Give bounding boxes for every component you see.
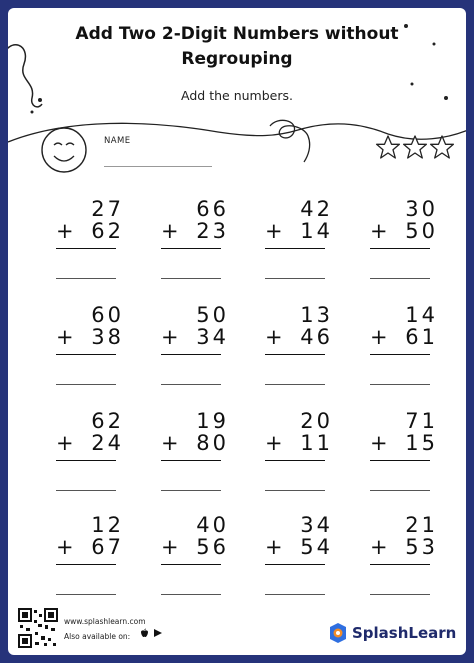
sum-line (265, 354, 325, 355)
dot-decoration (411, 83, 414, 86)
addition-problem (155, 410, 245, 490)
answer-line[interactable] (56, 278, 116, 279)
plus-sign: + (56, 535, 74, 559)
splashlearn-logo-icon (326, 621, 350, 645)
answer-line[interactable] (265, 384, 325, 385)
top-addend: 62 (91, 409, 124, 433)
dot-decoration (38, 98, 42, 102)
addition-problem (50, 514, 140, 594)
answer-line[interactable] (265, 278, 325, 279)
sum-line (370, 248, 430, 249)
answer-line[interactable] (370, 490, 430, 491)
top-addend: 71 (405, 409, 438, 433)
dot-decoration (404, 24, 408, 28)
smiley-face-icon (42, 128, 86, 172)
brand-name: SplashLearn (352, 624, 457, 642)
bottom-addend: 50 (405, 219, 438, 243)
answer-line[interactable] (161, 594, 221, 595)
top-addend: 30 (405, 197, 438, 221)
bottom-addend: 38 (91, 325, 124, 349)
sum-line (370, 354, 430, 355)
plus-sign: + (265, 535, 283, 559)
answer-line[interactable] (161, 384, 221, 385)
google-play-icon (154, 629, 162, 637)
answer-line[interactable] (56, 384, 116, 385)
addition-problem (259, 304, 349, 384)
sum-line (161, 564, 221, 565)
top-addend: 12 (91, 513, 124, 537)
addition-problem (155, 304, 245, 384)
sum-line (56, 354, 116, 355)
plus-sign: + (370, 535, 388, 559)
answer-line[interactable] (56, 490, 116, 491)
sum-line (265, 248, 325, 249)
bottom-addend: 56 (196, 535, 229, 559)
sum-line (56, 460, 116, 461)
bottom-addend: 15 (405, 431, 438, 455)
addition-problem (50, 198, 140, 278)
dot-decoration (31, 111, 34, 114)
plus-sign: + (161, 325, 179, 349)
addition-problem (364, 514, 454, 594)
addition-problem (364, 410, 454, 490)
top-addend: 21 (405, 513, 438, 537)
bottom-addend: 62 (91, 219, 124, 243)
addition-problem (259, 198, 349, 278)
worksheet-page (8, 8, 466, 655)
answer-line[interactable] (265, 490, 325, 491)
name-input-line[interactable] (104, 166, 212, 167)
sum-line (370, 460, 430, 461)
bottom-addend: 14 (300, 219, 333, 243)
top-addend: 20 (300, 409, 333, 433)
addition-problem (259, 410, 349, 490)
bottom-addend: 34 (196, 325, 229, 349)
bottom-addend: 67 (91, 535, 124, 559)
sum-line (56, 248, 116, 249)
plus-sign: + (265, 325, 283, 349)
top-addend: 27 (91, 197, 124, 221)
plus-sign: + (265, 431, 283, 455)
plus-sign: + (161, 219, 179, 243)
sum-line (161, 460, 221, 461)
answer-line[interactable] (370, 594, 430, 595)
answer-line[interactable] (370, 384, 430, 385)
top-addend: 50 (196, 303, 229, 327)
dot-decoration (433, 43, 436, 46)
sum-line (370, 564, 430, 565)
sum-line (265, 460, 325, 461)
plus-sign: + (56, 325, 74, 349)
answer-line[interactable] (265, 594, 325, 595)
name-label: NAME (104, 136, 131, 146)
sum-line (161, 354, 221, 355)
available-on-label: Also available on: (64, 632, 131, 641)
addition-problem (364, 304, 454, 384)
bottom-addend: 46 (300, 325, 333, 349)
sum-line (56, 564, 116, 565)
top-addend: 60 (91, 303, 124, 327)
plus-sign: + (370, 431, 388, 455)
bottom-addend: 53 (405, 535, 438, 559)
addition-problem (155, 514, 245, 594)
plus-sign: + (56, 219, 74, 243)
star-icon (377, 136, 400, 158)
answer-line[interactable] (161, 278, 221, 279)
apple-icon (141, 628, 148, 637)
worksheet-title: Add Two 2-Digit Numbers without Regrouping (75, 24, 399, 69)
dot-decoration (444, 96, 448, 100)
website-url[interactable]: www.splashlearn.com (64, 617, 146, 626)
store-icons (140, 628, 164, 638)
top-addend: 14 (405, 303, 438, 327)
plus-sign: + (161, 431, 179, 455)
addition-problem (364, 198, 454, 278)
top-addend: 34 (300, 513, 333, 537)
top-addend: 66 (196, 197, 229, 221)
bottom-addend: 61 (405, 325, 438, 349)
plus-sign: + (265, 219, 283, 243)
addition-problem (155, 198, 245, 278)
plus-sign: + (370, 219, 388, 243)
bottom-addend: 23 (196, 219, 229, 243)
sum-line (265, 564, 325, 565)
plus-sign: + (161, 535, 179, 559)
bottom-addend: 54 (300, 535, 333, 559)
qr-code-icon (18, 608, 58, 648)
worksheet-instruction: Add the numbers. (181, 88, 293, 103)
swirl-decoration (270, 120, 310, 162)
answer-line[interactable] (56, 594, 116, 595)
top-addend: 13 (300, 303, 333, 327)
header-decoration (8, 8, 466, 198)
answer-line[interactable] (370, 278, 430, 279)
sum-line (161, 248, 221, 249)
addition-problem (50, 304, 140, 384)
answer-line[interactable] (161, 490, 221, 491)
addition-problem (259, 514, 349, 594)
addition-problem (50, 410, 140, 490)
plus-sign: + (370, 325, 388, 349)
bottom-addend: 11 (300, 431, 333, 455)
plus-sign: + (56, 431, 74, 455)
top-addend: 42 (300, 197, 333, 221)
bottom-addend: 80 (196, 431, 229, 455)
bottom-addend: 24 (91, 431, 124, 455)
top-addend: 40 (196, 513, 229, 537)
star-icon (431, 136, 454, 158)
squiggle-decoration (8, 45, 42, 107)
top-addend: 19 (196, 409, 229, 433)
